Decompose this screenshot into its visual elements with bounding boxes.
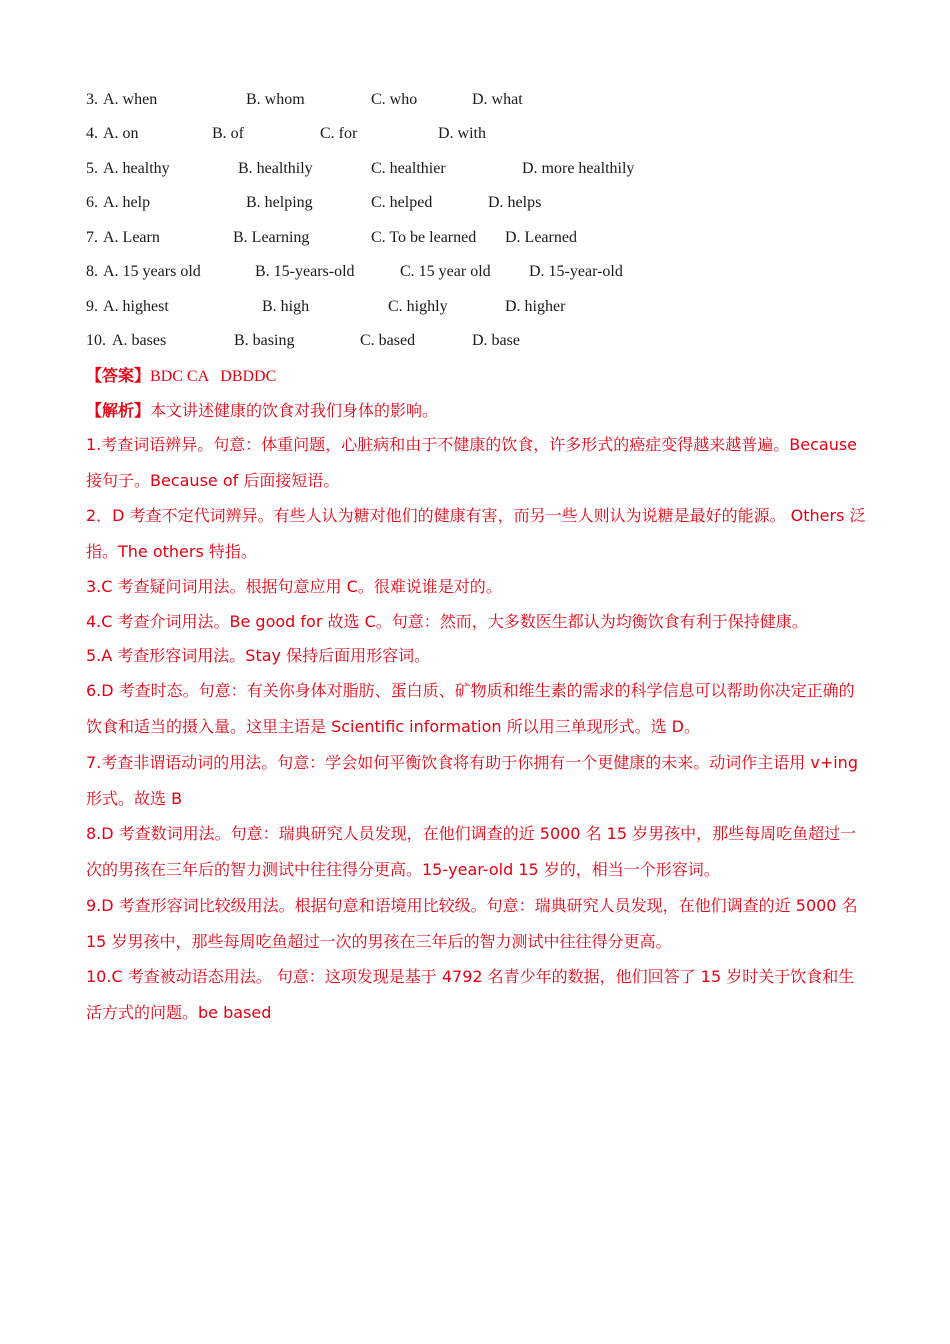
option-d: D. base — [472, 332, 520, 349]
question-number: 6. — [86, 194, 98, 211]
option-b: B. of — [212, 125, 244, 142]
option-a: A. highest — [103, 298, 169, 315]
answer-text: BDC CA DBDDC — [150, 368, 277, 385]
explanation-1: 1.考查词语辨异。句意：体重问题，心脏病和由于不健康的饮食，许多形式的癌症变得越来越普遍。Because 接句子。Because of 后面接短语。 — [86, 435, 858, 490]
analysis-summary — [86, 393, 866, 429]
option-b: B. helping — [246, 194, 313, 211]
option-b: B. Learning — [233, 229, 310, 246]
option-c: C. who — [371, 91, 418, 108]
option-c: C. 15 year old — [400, 263, 491, 280]
explanation-2: 2．D 考查不定代词辨异。有些人认为糖对他们的健康有害，而另一些人则认为说糖是最好的能源。 Others 泛指。The others 特指。 — [86, 506, 866, 561]
answer-key — [86, 358, 866, 395]
explanation-5: 5.A 考查形容词用法。Stay 保持后面用形容词。 — [86, 646, 431, 665]
option-a: A. 15 years old — [103, 263, 201, 280]
option-d: D. helps — [488, 194, 542, 211]
explanation-10: 10.C 考查被动语态用法。 句意：这项发现是基于 4792 名青少年的数据，他们回答了 15 岁时关于饮食和生活方式的问题。be based — [86, 967, 855, 1022]
option-c: C. To be learned — [371, 229, 477, 246]
option-d: D. higher — [505, 298, 566, 315]
question-number: 9. — [86, 298, 98, 315]
option-c: C. healthier — [371, 160, 446, 177]
option-d: D. more healthily — [522, 160, 635, 177]
answer-label: 【答案】 — [86, 366, 151, 385]
option-b: B. whom — [246, 91, 305, 108]
explanation-6: 6.D 考查时态。句意：有关你身体对脂肪、蛋白质、矿物质和维生素的需求的科学信息可以帮助你决定正确的饮食和适当的摄入量。这里主语是 Scientific information 所以用三单现形式。选 D。 — [86, 681, 855, 736]
question-number: 3. — [86, 91, 98, 108]
option-d: D. Learned — [505, 229, 577, 246]
option-c: C. for — [320, 125, 358, 142]
option-a: A. when — [103, 91, 158, 108]
question-number: 5. — [86, 160, 98, 177]
option-a: A. healthy — [103, 160, 170, 177]
option-a: A. bases — [112, 332, 167, 349]
option-d: D. what — [472, 91, 523, 108]
option-c: C. helped — [371, 194, 433, 211]
question-number: 8. — [86, 263, 98, 280]
option-b: B. high — [262, 298, 310, 315]
option-d: D. 15-year-old — [529, 263, 623, 280]
option-d: D. with — [438, 125, 486, 142]
question-number: 10. — [86, 332, 106, 349]
analysis-text: 本文讲述健康的饮食对我们身体的影响。 — [150, 401, 439, 420]
explanation-9: 9.D 考查形容词比较级用法。根据句意和语境用比较级。句意：瑞典研究人员发现，在他们调查的近 5000 名 15 岁男孩中，那些每周吃鱼超过一次的男孩在三年后的智力测试中往往得分更高。 — [86, 896, 858, 951]
question-number: 4. — [86, 125, 98, 142]
option-a: A. help — [103, 194, 151, 211]
option-c: C. highly — [388, 298, 448, 315]
explanation-7: 7.考查非谓语动词的用法。句意：学会如何平衡饮食将有助于你拥有一个更健康的未来。动词作主语用 v+ing 形式。故选 B — [86, 753, 858, 808]
option-a: A. on — [103, 125, 139, 142]
option-c: C. based — [360, 332, 416, 349]
option-b: B. basing — [234, 332, 295, 349]
option-b: B. healthily — [238, 160, 313, 177]
question-number: 7. — [86, 229, 98, 246]
explanation-4: 4.C 考查介词用法。Be good for 故选 C。句意：然而，大多数医生都认为均衡饮食有利于保持健康。 — [86, 612, 808, 631]
explanation-8: 8.D 考查数词用法。句意：瑞典研究人员发现，在他们调查的近 5000 名 15 岁男孩中，那些每周吃鱼超过一次的男孩在三年后的智力测试中往往得分更高。15-year-old 15 岁的，相当一个形容词。 — [86, 824, 857, 879]
option-b: B. 15-years-old — [255, 263, 355, 280]
option-a: A. Learn — [103, 229, 160, 246]
analysis-label: 【解析】 — [86, 401, 151, 420]
explanation-3: 3.C 考查疑问词用法。根据句意应用 C。很难说谁是对的。 — [86, 577, 502, 596]
